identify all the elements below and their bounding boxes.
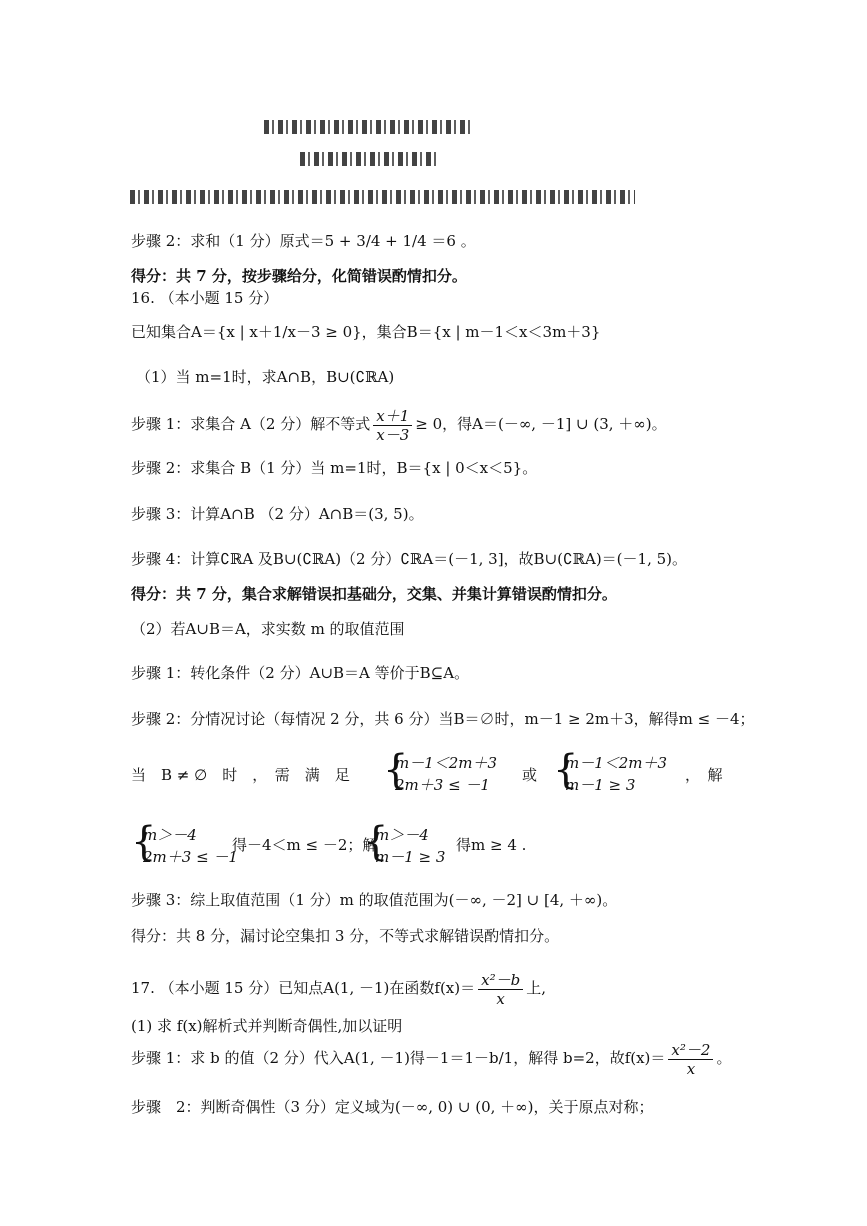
- q17-step2: 步骤 2：判断奇偶性（3 分）定义域为(－∞, 0) ∪ (0, ＋∞)，关于原点对称；: [131, 1098, 654, 1116]
- q16-p2-res2: 得m ≥ 4 .: [456, 836, 527, 854]
- q16-p2-res1: 得－4＜m ≤ －2；解: [232, 836, 378, 854]
- q16-given: 已知集合A＝{x | x＋1/x－3 ≥ 0}，集合B＝{x | m－1＜x＜3m＋3}: [131, 323, 601, 341]
- q16-header: 16. （本小题 15 分）: [131, 289, 279, 307]
- system-row: m＞－4: [143, 826, 197, 844]
- q15-score: 得分：共 7 分，按步骤给分，化简错误酌情扣分。: [131, 267, 467, 285]
- system-4: [363, 819, 446, 868]
- q16-p1-step1: [131, 402, 667, 446]
- q16-p1-step2: 步骤 2：求集合 B（1 分）当 m=1时，B＝{x | 0＜x＜5}。: [131, 459, 538, 477]
- function-fraction: [478, 971, 523, 1008]
- q16-p2-case-text: 当 B ≠ ∅ 时 ， 需 满 足: [131, 766, 350, 784]
- q15-step2: 步骤 2：求和（1 分）原式＝5 + 3/4 + 1/4 ＝6 。: [131, 232, 476, 250]
- fraction-numerator: x＋1: [373, 407, 412, 426]
- q16-p1-step3: 步骤 3：计算A∩B （2 分）A∩B＝(3, 5)。: [131, 505, 424, 523]
- garbled-formula-line-2: [300, 152, 440, 166]
- q16-p2-score: 得分：共 8 分，漏讨论空集扣 3 分，不等式求解错误酌情扣分。: [131, 927, 560, 945]
- q16-p1-score: 得分：共 7 分，集合求解错误扣基础分，交集、并集计算错误酌情扣分。: [131, 585, 617, 603]
- q17-part1: (1) 求 f(x)解析式并判断奇偶性,加以证明: [131, 1017, 403, 1035]
- q17-header-text: 17. （本小题 15 分）已知点A(1, －1)在函数f(x)＝: [131, 979, 476, 997]
- system-row: 2m＋3 ≤ －1: [395, 776, 490, 794]
- fraction-numerator: x²－b: [478, 971, 523, 990]
- q17-step1-text: 步骤 1：求 b 的值（2 分）代入A(1, －1)得－1＝1－b/1，解得 b=2，故f(x)＝: [131, 1049, 666, 1067]
- garbled-formula-line-1: [264, 120, 474, 134]
- q17-step1-end: 。: [716, 1049, 732, 1067]
- fraction-numerator: x²－2: [668, 1041, 713, 1060]
- step1-result: ≥ 0，得A＝(－∞, －1] ∪ (3, ＋∞)。: [415, 415, 667, 433]
- system-row: m－1＜2m＋3: [395, 754, 498, 772]
- fraction-denominator: x: [496, 989, 505, 1008]
- system-1: [383, 747, 498, 796]
- system-row: m－1＜2m＋3: [565, 754, 668, 772]
- q16-part1: （1）当 m=1时，求A∩B，B∪(∁ℝA): [136, 368, 395, 386]
- system-row: m－1 ≥ 3: [375, 848, 446, 866]
- q17-header: [131, 966, 546, 1010]
- q17-header-end: 上,: [526, 979, 546, 997]
- q16-part2: （2）若A∪B＝A，求实数 m 的取值范围: [131, 620, 405, 638]
- q17-step1: [131, 1036, 731, 1080]
- system-row: m－1 ≥ 3: [565, 776, 636, 794]
- brace-icon: {: [363, 819, 389, 865]
- result-fraction: [668, 1041, 713, 1078]
- inequality-fraction: [373, 407, 412, 444]
- brace-icon: {: [383, 747, 409, 793]
- q16-p2-or: 或: [522, 766, 538, 784]
- q16-p1-step4: 步骤 4：计算∁ℝA 及B∪(∁ℝA)（2 分）∁ℝA＝(－1, 3]，故B∪(∁ℝA)＝(－1, 5)。: [131, 550, 688, 568]
- system-2: [553, 747, 668, 796]
- q16-p2-solve: ， 解: [685, 766, 723, 784]
- system-row: 2m＋3 ≤ －1: [143, 848, 238, 866]
- brace-icon: {: [553, 747, 579, 793]
- brace-icon: {: [131, 819, 157, 865]
- system-3: [131, 819, 238, 868]
- system-row: m＞－4: [375, 826, 429, 844]
- q16-p2-step2: 步骤 2：分情况讨论（每情况 2 分，共 6 分）当B＝∅时，m－1 ≥ 2m＋3，解得m ≤ －4；: [131, 710, 755, 728]
- q16-p2-step1: 步骤 1：转化条件（2 分）A∪B＝A 等价于B⊆A。: [131, 664, 470, 682]
- step1-text: 步骤 1：求集合 A（2 分）解不等式: [131, 415, 371, 433]
- fraction-denominator: x－3: [376, 425, 410, 444]
- q16-p2-step3: 步骤 3：综上取值范围（1 分）m 的取值范围为(－∞, －2] ∪ [4, ＋∞)。: [131, 891, 618, 909]
- garbled-formula-line-3: [130, 190, 635, 204]
- fraction-denominator: x: [686, 1059, 696, 1078]
